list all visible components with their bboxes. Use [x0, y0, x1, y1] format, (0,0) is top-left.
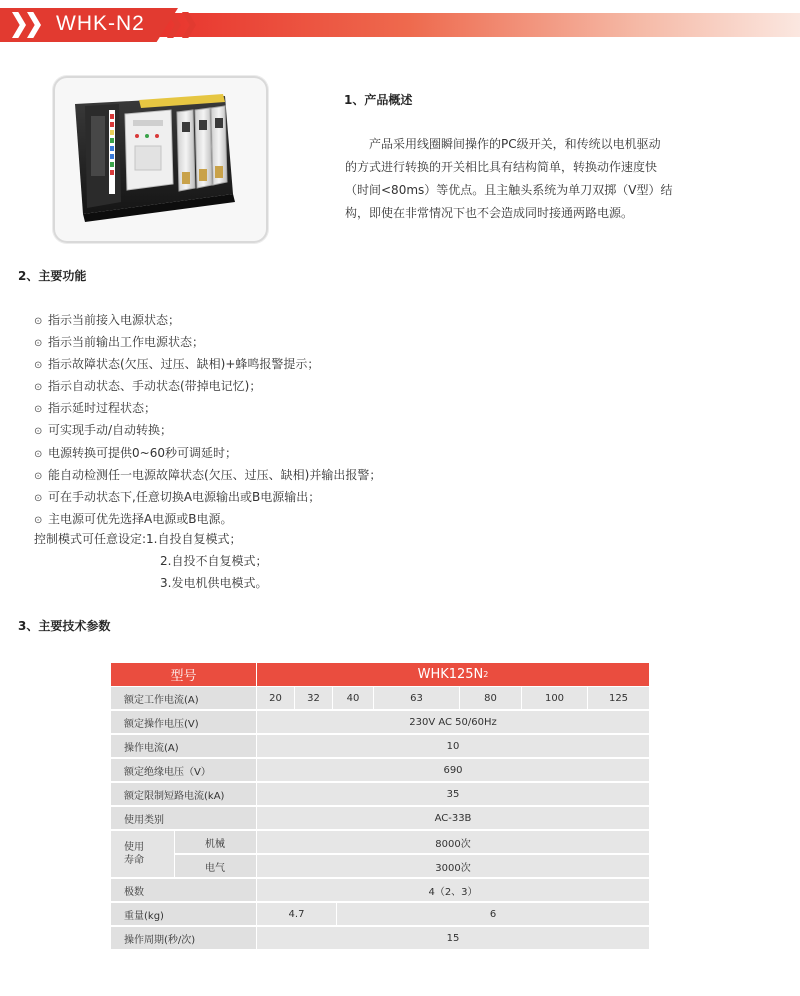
circle-dot-icon: ⊙: [34, 470, 43, 482]
overview-line: （时间<80ms）等优点。且主触头系统为单刀双掷（V型）结: [345, 183, 673, 197]
list-item: [34, 508, 381, 530]
table-cell: 4.7: [257, 903, 337, 927]
table-cell: 63: [374, 687, 460, 711]
function-text: 指示自动状态、手动状态(带掉电记忆)；: [48, 379, 262, 394]
table-cell: AC-33B: [257, 807, 650, 831]
table-row-label: 极数: [111, 879, 257, 903]
table-header-cell: 型号: [111, 663, 257, 687]
table-cell: 10: [257, 735, 650, 759]
function-text: 可在手动状态下,任意切换A电源输出或B电源输出；: [48, 489, 321, 504]
table-cell: 3000次: [257, 855, 650, 879]
circle-dot-icon: ⊙: [34, 492, 43, 504]
model-subscript: 2: [483, 670, 489, 679]
function-text: 指示当前接入电源状态；: [48, 313, 181, 327]
overview-line: 构，即使在非常情况下也不会造成同时接通两路电源。: [345, 206, 634, 220]
table-cell: 6: [337, 903, 650, 927]
table-row-label: 重量(kg): [111, 903, 257, 927]
table-cell: 125: [588, 687, 650, 711]
circle-dot-icon: ⊙: [34, 514, 43, 526]
table-cell: 15: [257, 927, 650, 951]
product-image-frame: [53, 76, 268, 243]
table-cell: 100: [522, 687, 588, 711]
table-row-label: 额定绝缘电压（V）: [111, 759, 257, 783]
table-row-label: 额定工作电流(A): [111, 687, 257, 711]
table-row-label: 操作周期(秒/次): [111, 927, 257, 951]
function-text: 指示延时过程状态；: [48, 401, 157, 416]
section-title-overview: 1、产品概述: [344, 93, 413, 107]
circle-dot-icon: ⊙: [34, 448, 43, 460]
circle-dot-icon: ⊙: [34, 360, 43, 372]
circle-dot-icon: ⊙: [34, 404, 43, 416]
function-text: 主电源可优先选择A电源或B电源。: [48, 511, 233, 526]
header-banner: [0, 0, 800, 50]
table-cell: 230V AC 50/60Hz: [257, 711, 650, 735]
list-item: [34, 419, 381, 441]
table-cell: 4（2、3）: [257, 879, 650, 903]
list-item: [34, 464, 381, 486]
table-header-cell: [257, 663, 650, 687]
list-item: [34, 309, 381, 331]
model-name: WHK125N: [417, 667, 484, 682]
list-item: [34, 375, 381, 397]
table-row-label: 电气: [175, 855, 257, 879]
table-row-label: 机械: [175, 831, 257, 855]
function-text: 能自动检测任一电源故障状态(欠压、过压、缺相)并输出报警；: [48, 467, 382, 482]
table-row-label: 额定操作电压(V): [111, 711, 257, 735]
table-row-label: 使用类别: [111, 807, 257, 831]
table-row-label: 额定限制短路电流(kA): [111, 783, 257, 807]
section-title-functions: 2、主要功能: [18, 269, 87, 283]
circle-dot-icon: ⊙: [34, 382, 43, 394]
section-title-specs: 3、主要技术参数: [18, 619, 111, 633]
table-row-label: 操作电流(A): [111, 735, 257, 759]
overview-line: [345, 133, 675, 156]
control-mode-option: 2.自投不自复模式；: [160, 554, 268, 568]
circle-dot-icon: ⊙: [34, 426, 43, 438]
table-cell: 35: [257, 783, 650, 807]
overview-line-text: 产品采用线圈瞬间操作的PC级开关，和传统以电机驱动: [369, 137, 661, 151]
life-label-line: 寿命: [124, 855, 144, 866]
list-item: [34, 486, 381, 508]
overview-line: 的方式进行转换的开关相比具有结构简单，转换动作速度快: [345, 160, 658, 174]
control-mode-option: 3.发电机供电模式。: [160, 576, 268, 590]
page-title: WHK-N2: [56, 12, 145, 35]
table-cell: 20: [257, 687, 295, 711]
function-text: 可实现手动/自动转换；: [48, 423, 173, 438]
list-item: [34, 353, 381, 375]
list-item: [34, 397, 381, 419]
function-list: [34, 309, 381, 530]
function-text: 指示当前输出工作电源状态；: [48, 335, 205, 350]
ats-switch-photo: [53, 76, 268, 243]
control-mode-intro: 控制模式可任意设定:: [34, 532, 147, 546]
list-item: [34, 442, 381, 464]
list-item: [34, 331, 381, 353]
table-cell: 40: [333, 687, 374, 711]
control-mode-option: 1.自投自复模式；: [146, 532, 242, 546]
table-cell: 690: [257, 759, 650, 783]
function-text: 电源转换可提供0~60秒可调延时；: [48, 445, 237, 460]
table-cell: 8000次: [257, 831, 650, 855]
spec-table: [111, 663, 650, 951]
table-row-label: [111, 831, 175, 879]
circle-dot-icon: ⊙: [34, 338, 43, 350]
function-text: 指示故障状态(欠压、过压、缺相)+蜂鸣报警提示；: [48, 357, 320, 372]
circle-dot-icon: ⊙: [34, 316, 43, 327]
table-cell: 80: [460, 687, 522, 711]
life-label-line: 使用: [124, 842, 144, 853]
table-cell: 32: [295, 687, 333, 711]
control-mode-line: [34, 530, 242, 547]
overview-paragraph: [345, 133, 675, 225]
banner-gradient-bar: [150, 13, 800, 37]
